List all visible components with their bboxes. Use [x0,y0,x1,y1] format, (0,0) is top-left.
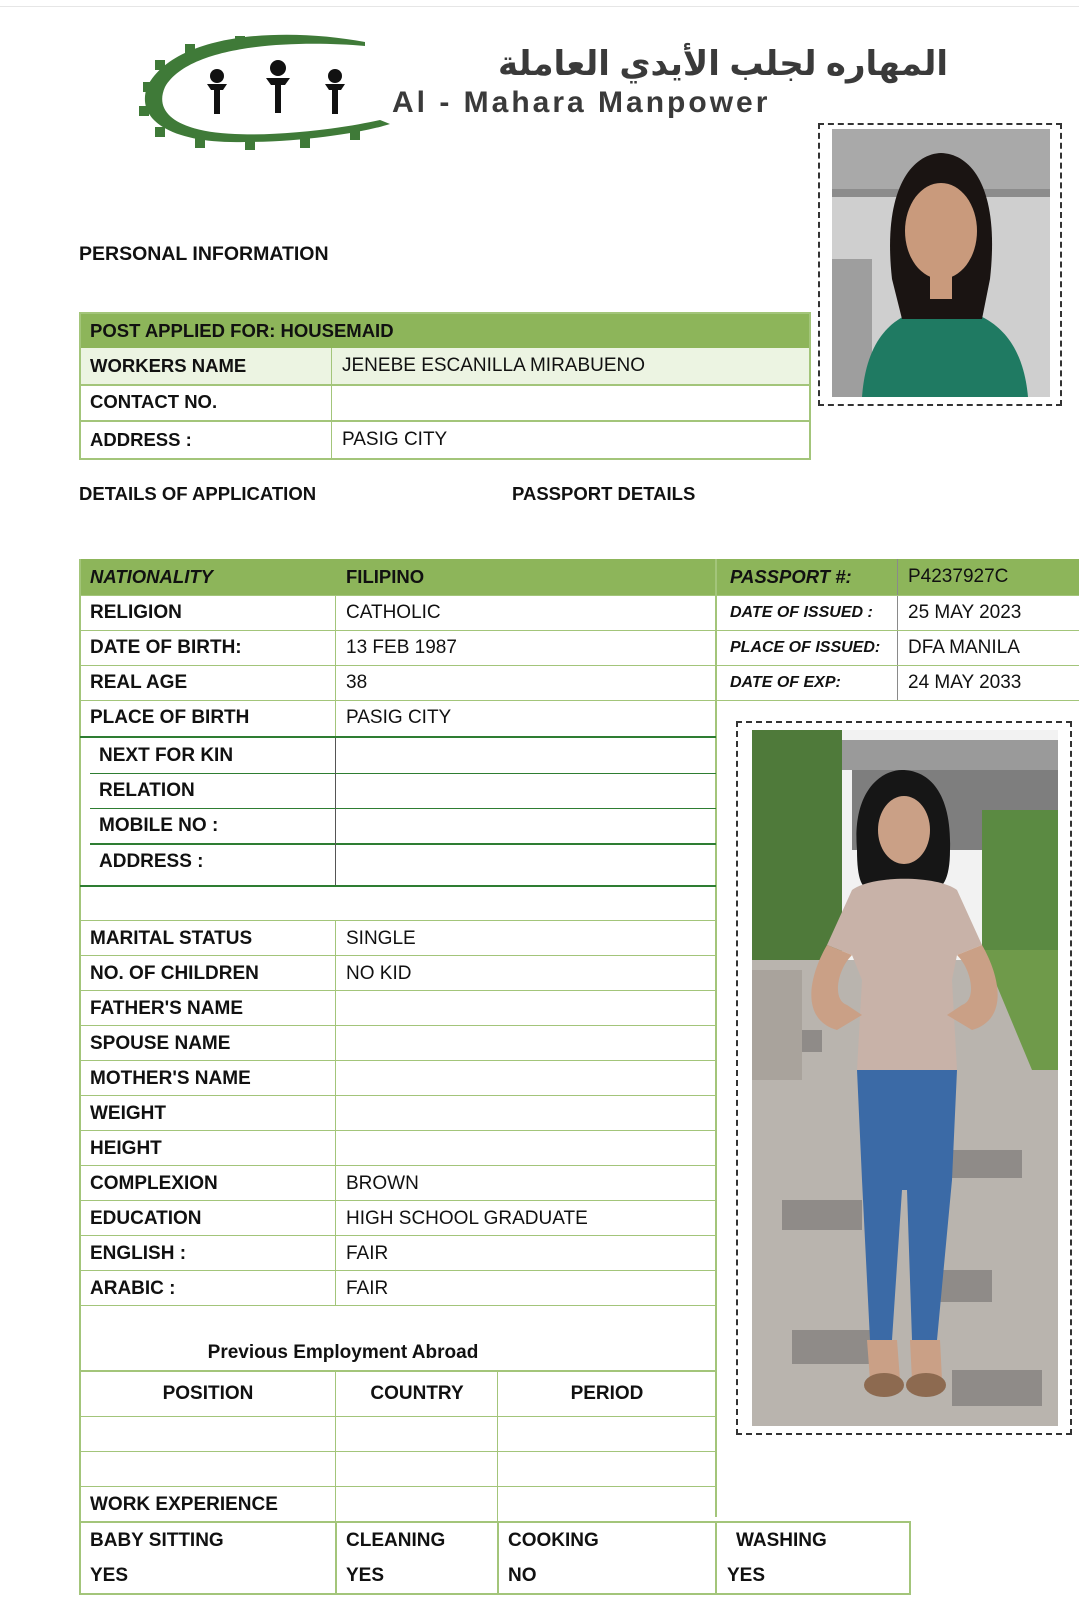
table-border [79,1451,716,1452]
table-border [497,1372,498,1522]
table-border [335,595,336,737]
detail-row-label: NO. OF CHILDREN [90,962,259,984]
skill-cooking-label: COOKING [508,1530,599,1551]
date-of-exp-value: 24 MAY 2033 [908,671,1022,693]
table-border [79,665,1079,666]
table-border [79,1305,716,1306]
contact-no-value [332,384,810,420]
address-label: ADDRESS : [90,429,192,450]
detail-row-label: MOTHER'S NAME [90,1067,251,1089]
position-column-header: POSITION [162,1383,254,1404]
place-of-issued-label: PLACE OF ISSUED: [730,638,881,656]
table-border [335,1522,337,1595]
previous-employment-title-text: Previous Employment Abroad [207,1341,479,1363]
kin-address-value [336,845,716,885]
real-age-value: 38 [346,671,368,693]
table-border [335,921,336,1306]
detail-row-value: FAIR [346,1277,389,1299]
detail-row-value: HIGH SCHOOL GRADUATE [346,1207,588,1229]
detail-row-label: MARITAL STATUS [90,927,253,949]
nationality-label: NATIONALITY [90,566,213,587]
personal-information-heading: PERSONAL INFORMATION [79,243,329,265]
company-name: Al - Mahara Manpower [392,86,771,119]
kin-divider [335,738,336,885]
skill-baby-sitting-label: BABY SITTING [90,1530,224,1551]
portrait-photo-image [832,129,1050,397]
detail-row-label: FATHER'S NAME [90,997,244,1019]
skill-cleaning-value: YES [346,1565,385,1586]
table-border [909,1522,911,1595]
detail-row-label: HEIGHT [90,1137,162,1159]
skill-baby-sitting-value: YES [90,1565,129,1586]
skill-washing-label: WASHING [736,1530,827,1551]
details-of-application-heading: DETAILS OF APPLICATION [79,483,317,504]
detail-row-value: NO KID [346,962,412,984]
detail-row-value: BROWN [346,1172,419,1194]
full-body-photo-frame [736,721,1072,1435]
passport-number-label: PASSPORT #: [730,566,852,587]
table-border [79,700,1079,701]
kin-mobile-label: MOBILE NO : [99,815,219,836]
table-border [79,384,811,386]
detail-row-value [336,991,716,1026]
table-border [79,1416,716,1417]
date-of-birth-label: DATE OF BIRTH: [90,636,242,658]
skill-cooking-value: NO [508,1565,537,1586]
detail-row-label: COMPLEXION [90,1172,218,1194]
religion-label: RELIGION [90,601,182,623]
kin-address-label: ADDRESS : [99,851,204,872]
company-arabic-name: المهاره لجلب الأيدي العاملة [497,45,948,83]
table-border [809,312,811,460]
detail-row-value: SINGLE [346,927,416,949]
religion-value: CATHOLIC [346,601,441,623]
table-border [79,1522,81,1595]
table-border [79,630,1079,631]
date-of-exp-label: DATE OF EXP: [730,673,841,691]
detail-row-label: ENGLISH : [90,1242,187,1264]
place-of-issued-value: DFA MANILA [908,636,1020,658]
work-experience-label: WORK EXPERIENCE [90,1493,278,1515]
next-of-kin-value [336,738,716,773]
skill-cleaning-label: CLEANING [346,1530,446,1551]
workers-name-value: JENEBE ESCANILLA MIRABUENO [332,348,810,384]
place-of-birth-value: PASIG CITY [346,707,452,728]
contact-no-label: CONTACT NO. [90,391,218,412]
detail-row-label: EDUCATION [90,1207,202,1229]
period-column-header: PERIOD [570,1383,644,1404]
nationality-value: FILIPINO [346,566,425,587]
table-border [497,1522,499,1595]
detail-row-value [336,1131,716,1166]
relation-label: RELATION [99,780,195,801]
skill-washing-value: YES [727,1565,766,1586]
detail-row-label: SPOUSE NAME [90,1032,231,1054]
detail-row-value [336,1096,716,1131]
date-of-issued-value: 25 MAY 2023 [908,601,1022,623]
company-logo-icon [135,32,405,152]
full-body-photo-image [752,730,1058,1426]
table-border [79,1593,911,1595]
detail-row-value: FAIR [346,1242,389,1264]
detail-row-value [336,1026,716,1061]
portrait-photo-frame [818,123,1062,406]
real-age-label: REAL AGE [90,671,188,693]
table-border [79,458,811,460]
address-value: PASIG CITY [342,429,448,450]
table-border [715,1522,717,1595]
next-of-kin-label: NEXT FOR KIN [99,744,234,766]
previous-employment-title [80,1334,716,1371]
passport-number-value: P4237927C [908,566,1009,587]
detail-row-label: ARABIC : [90,1277,176,1299]
relation-value [336,774,716,808]
kin-mobile-value [336,809,716,843]
date-of-issued-label: DATE OF ISSUED : [730,603,873,621]
table-border [79,312,811,314]
detail-row-value [336,1061,716,1096]
workers-name-label: WORKERS NAME [80,348,332,384]
table-border [331,348,332,458]
place-of-birth-label: PLACE OF BIRTH [90,707,250,728]
table-border [79,420,811,422]
table-border [79,595,1079,596]
date-of-birth-value: 13 FEB 1987 [346,636,457,658]
top-divider [0,6,1079,7]
country-column-header: COUNTRY [370,1383,464,1404]
table-border [79,312,81,460]
kin-divider [80,885,716,887]
detail-row-label: WEIGHT [90,1102,166,1124]
post-applied-header: POST APPLIED FOR: HOUSEMAID [80,313,810,348]
passport-details-heading: PASSPORT DETAILS [512,483,696,504]
